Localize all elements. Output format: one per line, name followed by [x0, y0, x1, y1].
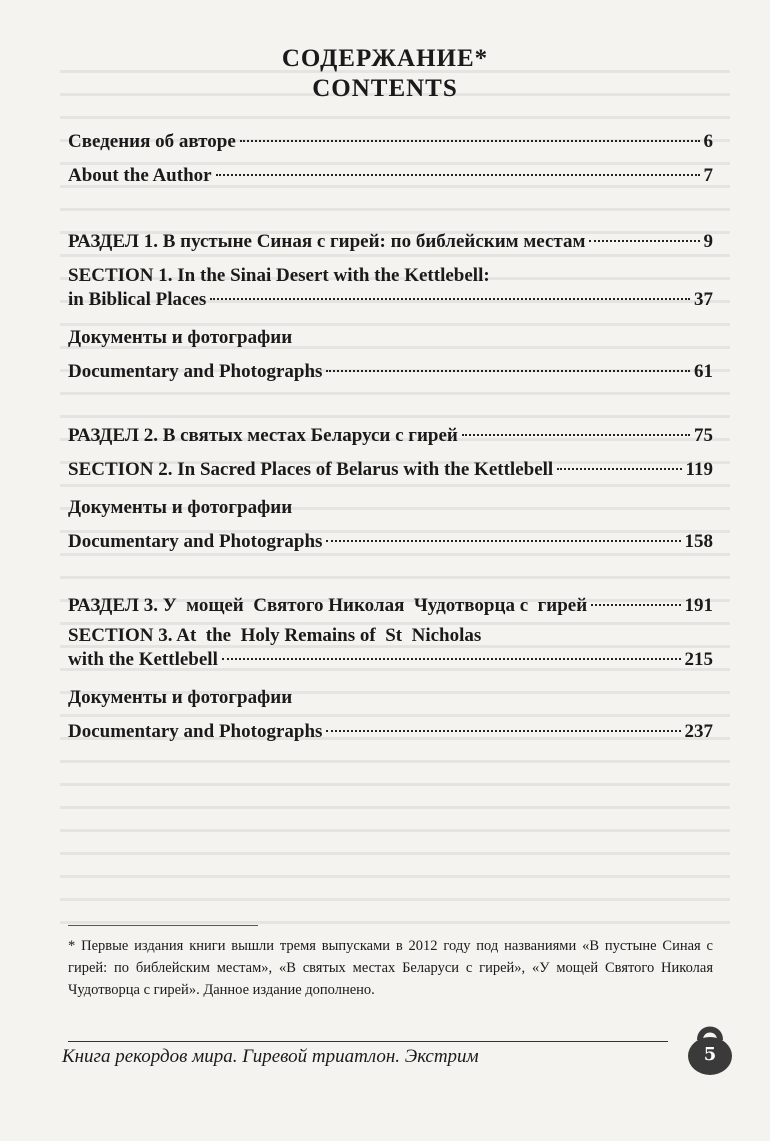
page-number: 5 [703, 1044, 717, 1065]
dot-leader [326, 370, 690, 372]
dot-leader [210, 298, 690, 300]
toc-page: 61 [694, 361, 713, 382]
toc-page: 9 [703, 231, 713, 252]
toc-label: Documentary and Photographs [68, 361, 323, 382]
contents-heading [0, 44, 770, 104]
toc-label: РАЗДЕЛ 3. У мощей Святого Николая Чудотворца с гирей [68, 595, 588, 616]
toc-label: РАЗДЕЛ 2. В святых местах Беларуси с гирей [68, 425, 458, 446]
toc-entry-about-ru[interactable] [68, 130, 713, 154]
footnote: * Первые издания книги вышли тремя выпусками в 2012 году под названиями «В пустыне Синая с гирей: по библейским местам», «В святых местах Беларуси с гирей», «У мощей Святого Николая Чудотворца с гирей». Данное издание дополнено. [68, 938, 713, 998]
toc-page: 75 [694, 425, 713, 446]
footer-rule [68, 1041, 668, 1042]
toc-page: 158 [684, 531, 713, 552]
toc-entry-section2-docs-ru[interactable] [68, 496, 713, 520]
toc-entry-section2-en[interactable] [68, 458, 713, 482]
toc-entry-section3-ru[interactable] [68, 594, 713, 618]
dot-leader [591, 604, 680, 606]
dot-leader [557, 468, 681, 470]
toc-page: 119 [685, 459, 713, 480]
toc-entry-section1-docs-en[interactable] [68, 360, 713, 384]
toc-label: About the Author [68, 165, 212, 186]
toc-label: Документы и фотографии [68, 687, 293, 708]
toc-entry-section3-en[interactable] [68, 624, 713, 672]
title-russian: СОДЕРЖАНИЕ* [281, 45, 489, 72]
toc-entry-section1-ru[interactable] [68, 230, 713, 254]
toc-entry-section1-docs-ru[interactable] [68, 326, 713, 350]
toc-entry-section3-docs-en[interactable] [68, 720, 713, 744]
toc-page: 191 [684, 595, 713, 616]
toc-label: SECTION 2. In Sacred Places of Belarus with the Kettlebell [68, 459, 554, 480]
toc-label-line1: SECTION 1. In the Sinai Desert with the Kettlebell: [68, 265, 490, 286]
toc-label: Сведения об авторе [68, 131, 236, 152]
toc-label: Documentary and Photographs [68, 721, 323, 742]
dot-leader [462, 434, 690, 436]
dot-leader [216, 174, 700, 176]
toc-label: Документы и фотографии [68, 497, 293, 518]
toc-entry-section3-docs-ru[interactable] [68, 686, 713, 710]
toc-entry-about-en[interactable] [68, 164, 713, 188]
toc-label: РАЗДЕЛ 1. В пустыне Синая с гирей: по библейским местам [68, 231, 586, 252]
toc-page: 215 [684, 649, 713, 670]
title-english: CONTENTS [312, 75, 458, 102]
toc-entry-section2-ru[interactable] [68, 424, 713, 448]
toc-label-line1: SECTION 3. At the Holy Remains of St Nicholas [68, 625, 482, 646]
toc-label: Documentary and Photographs [68, 531, 323, 552]
toc-page: 237 [684, 721, 713, 742]
running-title: Книга рекордов мира. Гиревой триатлон. Экстрим [62, 1046, 479, 1067]
dot-leader [326, 730, 680, 732]
toc-page: 7 [703, 165, 713, 186]
dot-leader [222, 658, 681, 660]
dot-leader [240, 140, 700, 142]
toc-label-line2: in Biblical Places [68, 289, 207, 310]
table-of-contents [68, 130, 713, 744]
footnote-separator [68, 925, 258, 926]
toc-entry-section1-en[interactable] [68, 264, 713, 312]
toc-page: 37 [694, 289, 713, 310]
toc-page: 6 [703, 131, 713, 152]
dot-leader [589, 240, 699, 242]
toc-entry-section2-docs-en[interactable] [68, 530, 713, 554]
dot-leader [326, 540, 680, 542]
toc-label: Документы и фотографии [68, 327, 293, 348]
toc-label-line2: with the Kettlebell [68, 649, 218, 670]
